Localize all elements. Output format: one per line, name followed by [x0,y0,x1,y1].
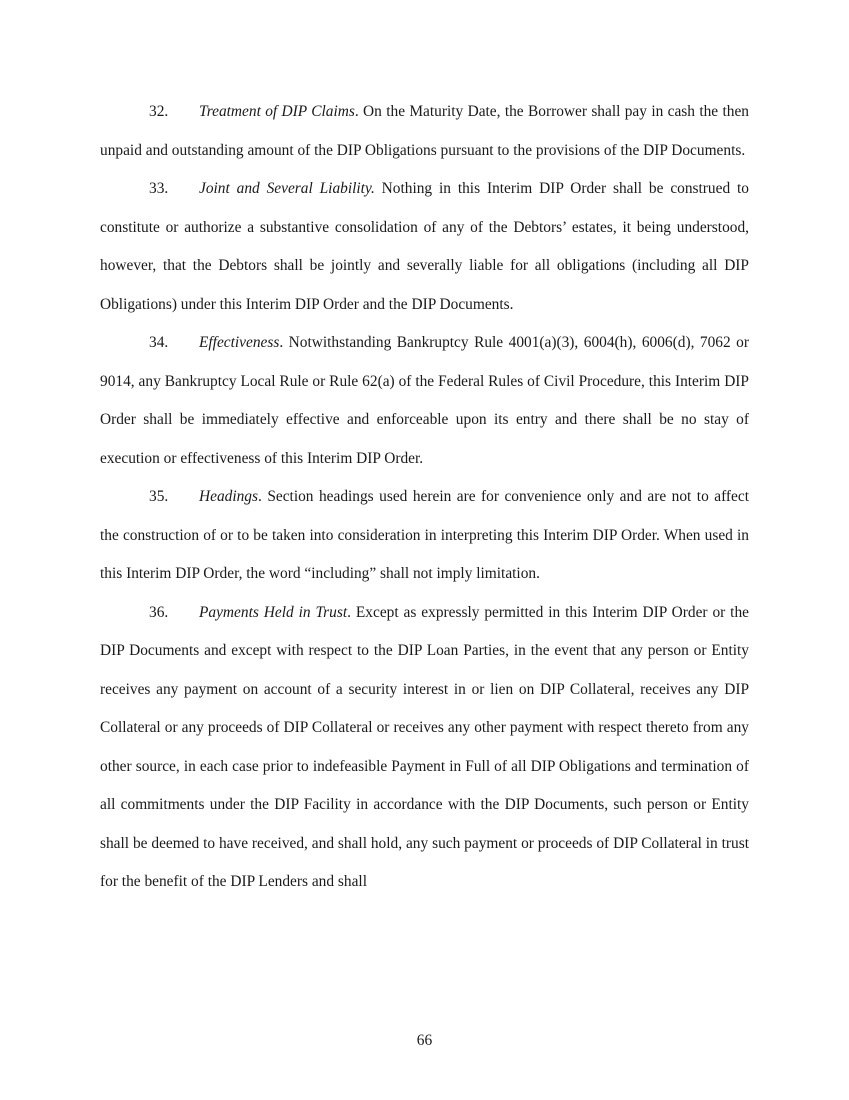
paragraph-number: 35. [149,488,169,505]
paragraph-heading: Treatment of DIP Claims [199,103,355,120]
paragraph-text: . On the Maturity Date, the Borrower shall pay in cash the then unpaid and outstanding amount of the DIP Obligations pursuant to the provisions of the DIP Documents. [100,103,749,159]
paragraph-heading: Joint and Several Liability. [199,180,375,197]
paragraph-text: . Section headings used herein are for convenience only and are not to affect the construction of or to be taken into consideration in interpreting this Interim DIP Order. When used in this Interim DIP Order, the word “including” shall not imply limitation. [100,488,749,582]
page-number: 66 [416,1032,433,1049]
paragraph-number: 32. [149,103,169,120]
document-body [100,93,749,902]
paragraph-36 [100,594,749,902]
paragraph-32 [100,93,749,170]
paragraph-text: Nothing in this Interim DIP Order shall be construed to constitute or authorize a substantive consolidation of any of the Debtors’ estates, it being understood, however, that the Debtors shall be jointly and severally liable for all obligations (including all DIP Obligations) under this Interim DIP Order and the DIP Documents. [100,180,750,313]
paragraph-text: . Notwithstanding Bankruptcy Rule 4001(a)(3), 6004(h), 6006(d), 7062 or 9014, any Bankruptcy Local Rule or Rule 62(a) of the Federal Rules of Civil Procedure, this Interim DIP Order shall be immediately effective and enforceable upon its entry and there shall be no stay of execution or effectiveness of this Interim DIP Order. [100,334,749,467]
paragraph-34 [100,324,749,478]
paragraph-35 [100,478,749,594]
paragraph-number: 36. [149,603,169,621]
paragraph-heading: Effectiveness [199,334,280,351]
paragraph-text: . Except as expressly permitted in this Interim DIP Order or the DIP Documents and except with respect to the DIP Loan Parties, in the event that any person or Entity receives any payment on account of a security interest in or lien on DIP Collateral, receives any DIP Collateral or any proceeds of DIP Collateral or receives any other payment with respect thereto from any other source, in each case prior to indefeasible Payment in Full of all DIP Obligations and termination of all commitments under the DIP Facility in accordance with the DIP Documents, such person or Entity shall be deemed to have received, and shall hold, any such payment or proceeds of DIP Collateral in trust for the benefit of the DIP Lenders and shall [100,603,749,890]
paragraph-heading: Headings [199,488,258,505]
paragraph-33 [100,170,749,324]
paragraph-heading: Payments Held in Trust [199,603,348,621]
paragraph-number: 34. [149,334,169,351]
paragraph-number: 33. [149,180,169,197]
